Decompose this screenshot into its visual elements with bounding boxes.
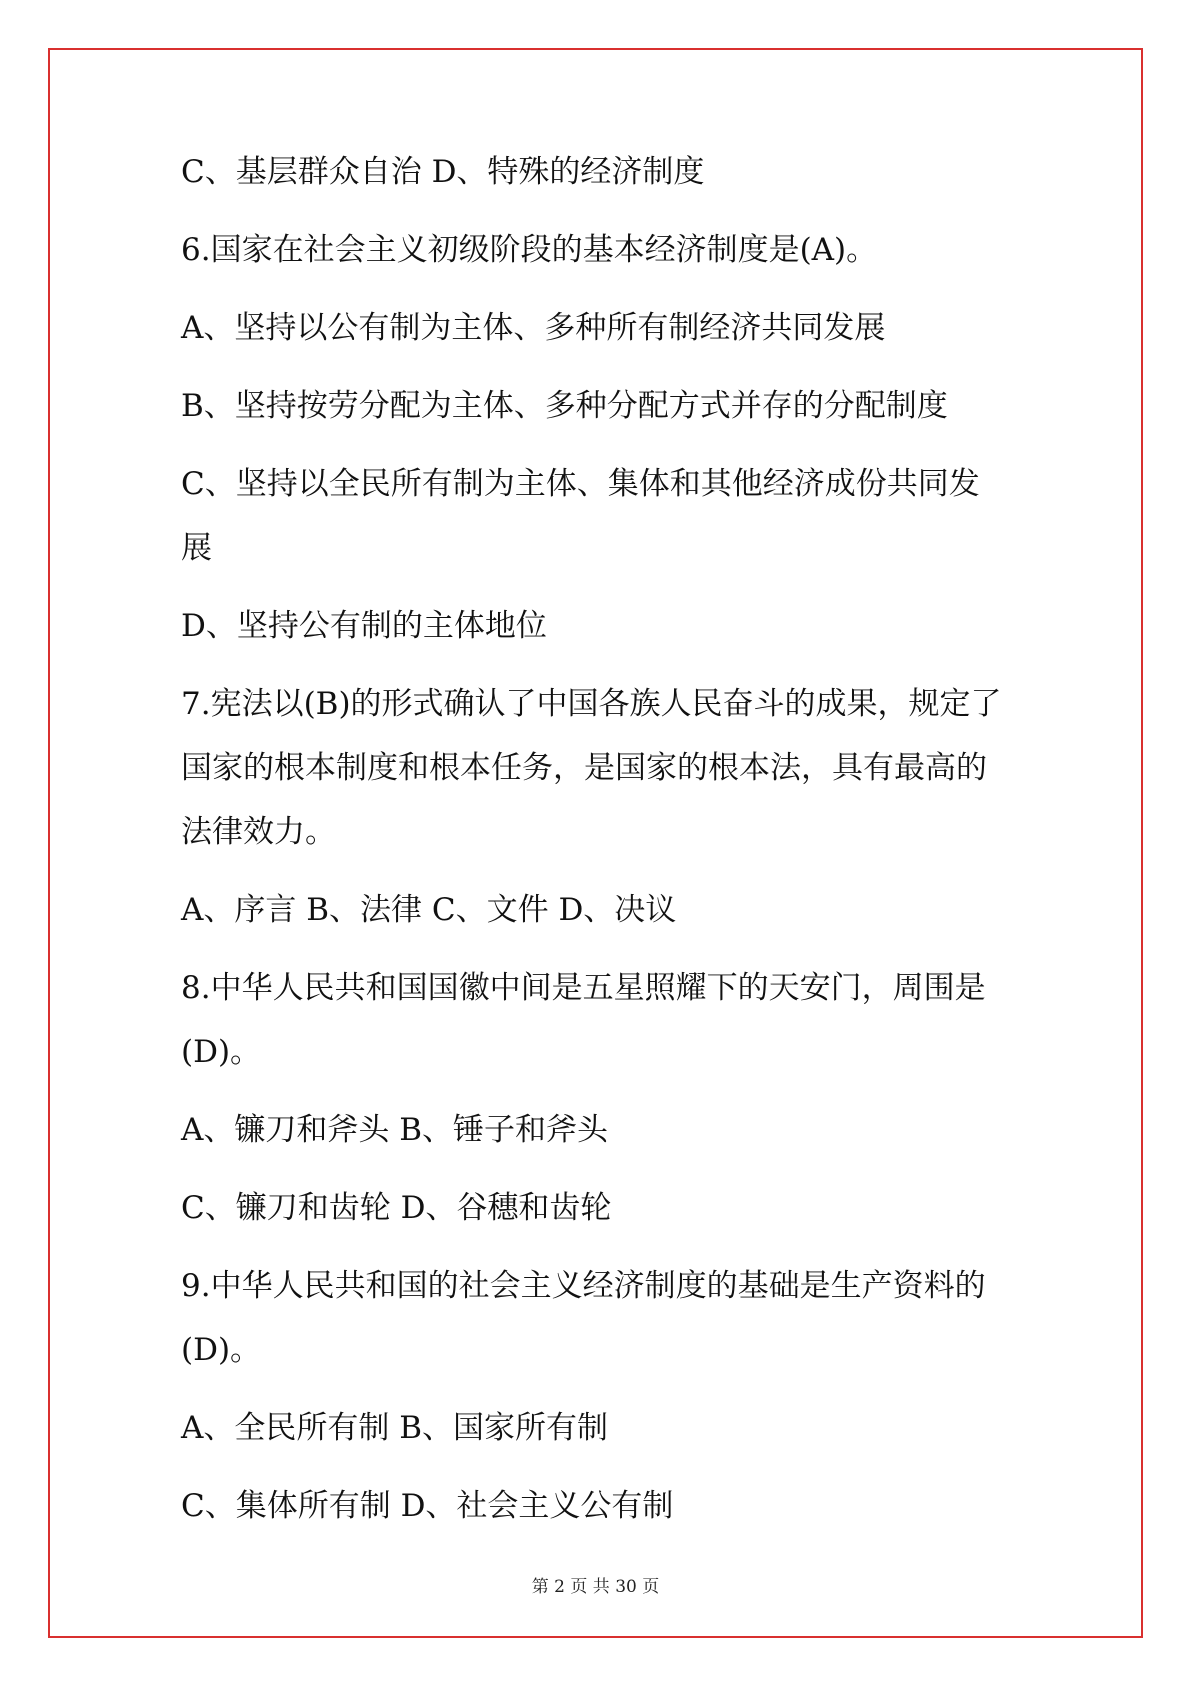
q8-question (181, 956, 1016, 1084)
document-body (181, 140, 1016, 1552)
q5-options-cd: C、基层群众自治 D、特殊的经济制度 (181, 154, 705, 190)
q7-question-line-1: 7.宪法以(B)的形式确认了中国各族人民奋斗的成果，规定了 (181, 686, 1002, 722)
q9-question (181, 1254, 1016, 1382)
q6-option-b: B、坚持按劳分配为主体、多种分配方式并存的分配制度 (181, 388, 948, 424)
q9-options-ab: A、全民所有制 B、国家所有制 (181, 1410, 609, 1446)
q9-options-cd: C、集体所有制 D、社会主义公有制 (181, 1488, 674, 1524)
q9-question-line-2: (D)。 (181, 1332, 262, 1368)
q6-option-a: A、坚持以公有制为主体、多种所有制经济共同发展 (181, 310, 886, 346)
q8-question-line-2: (D)。 (181, 1034, 262, 1070)
q7-question-line-3: 法律效力。 (181, 814, 336, 850)
q6-option-c (181, 452, 1016, 580)
q8-question-line-1: 8.中华人民共和国国徽中间是五星照耀下的天安门，周围是 (181, 970, 986, 1006)
q7-options: A、序言 B、法律 C、文件 D、决议 (181, 892, 677, 928)
q6-option-d: D、坚持公有制的主体地位 (181, 608, 547, 644)
q7-question (181, 672, 1016, 864)
q7-question-line-2: 国家的根本制度和根本任务，是国家的根本法，具有最高的 (181, 750, 987, 786)
q8-options-ab: A、镰刀和斧头 B、锤子和斧头 (181, 1112, 609, 1148)
q8-options-cd: C、镰刀和齿轮 D、谷穗和齿轮 (181, 1190, 612, 1226)
q6-option-c-line-2: 展 (181, 530, 212, 566)
q9-question-line-1: 9.中华人民共和国的社会主义经济制度的基础是生产资料的 (181, 1268, 986, 1304)
q6-option-c-line-1: C、坚持以全民所有制为主体、集体和其他经济成份共同发 (181, 466, 980, 502)
page-number-footer: 第 2 页 共 30 页 (531, 1577, 660, 1597)
q6-question: 6.国家在社会主义初级阶段的基本经济制度是(A)。 (181, 232, 878, 268)
